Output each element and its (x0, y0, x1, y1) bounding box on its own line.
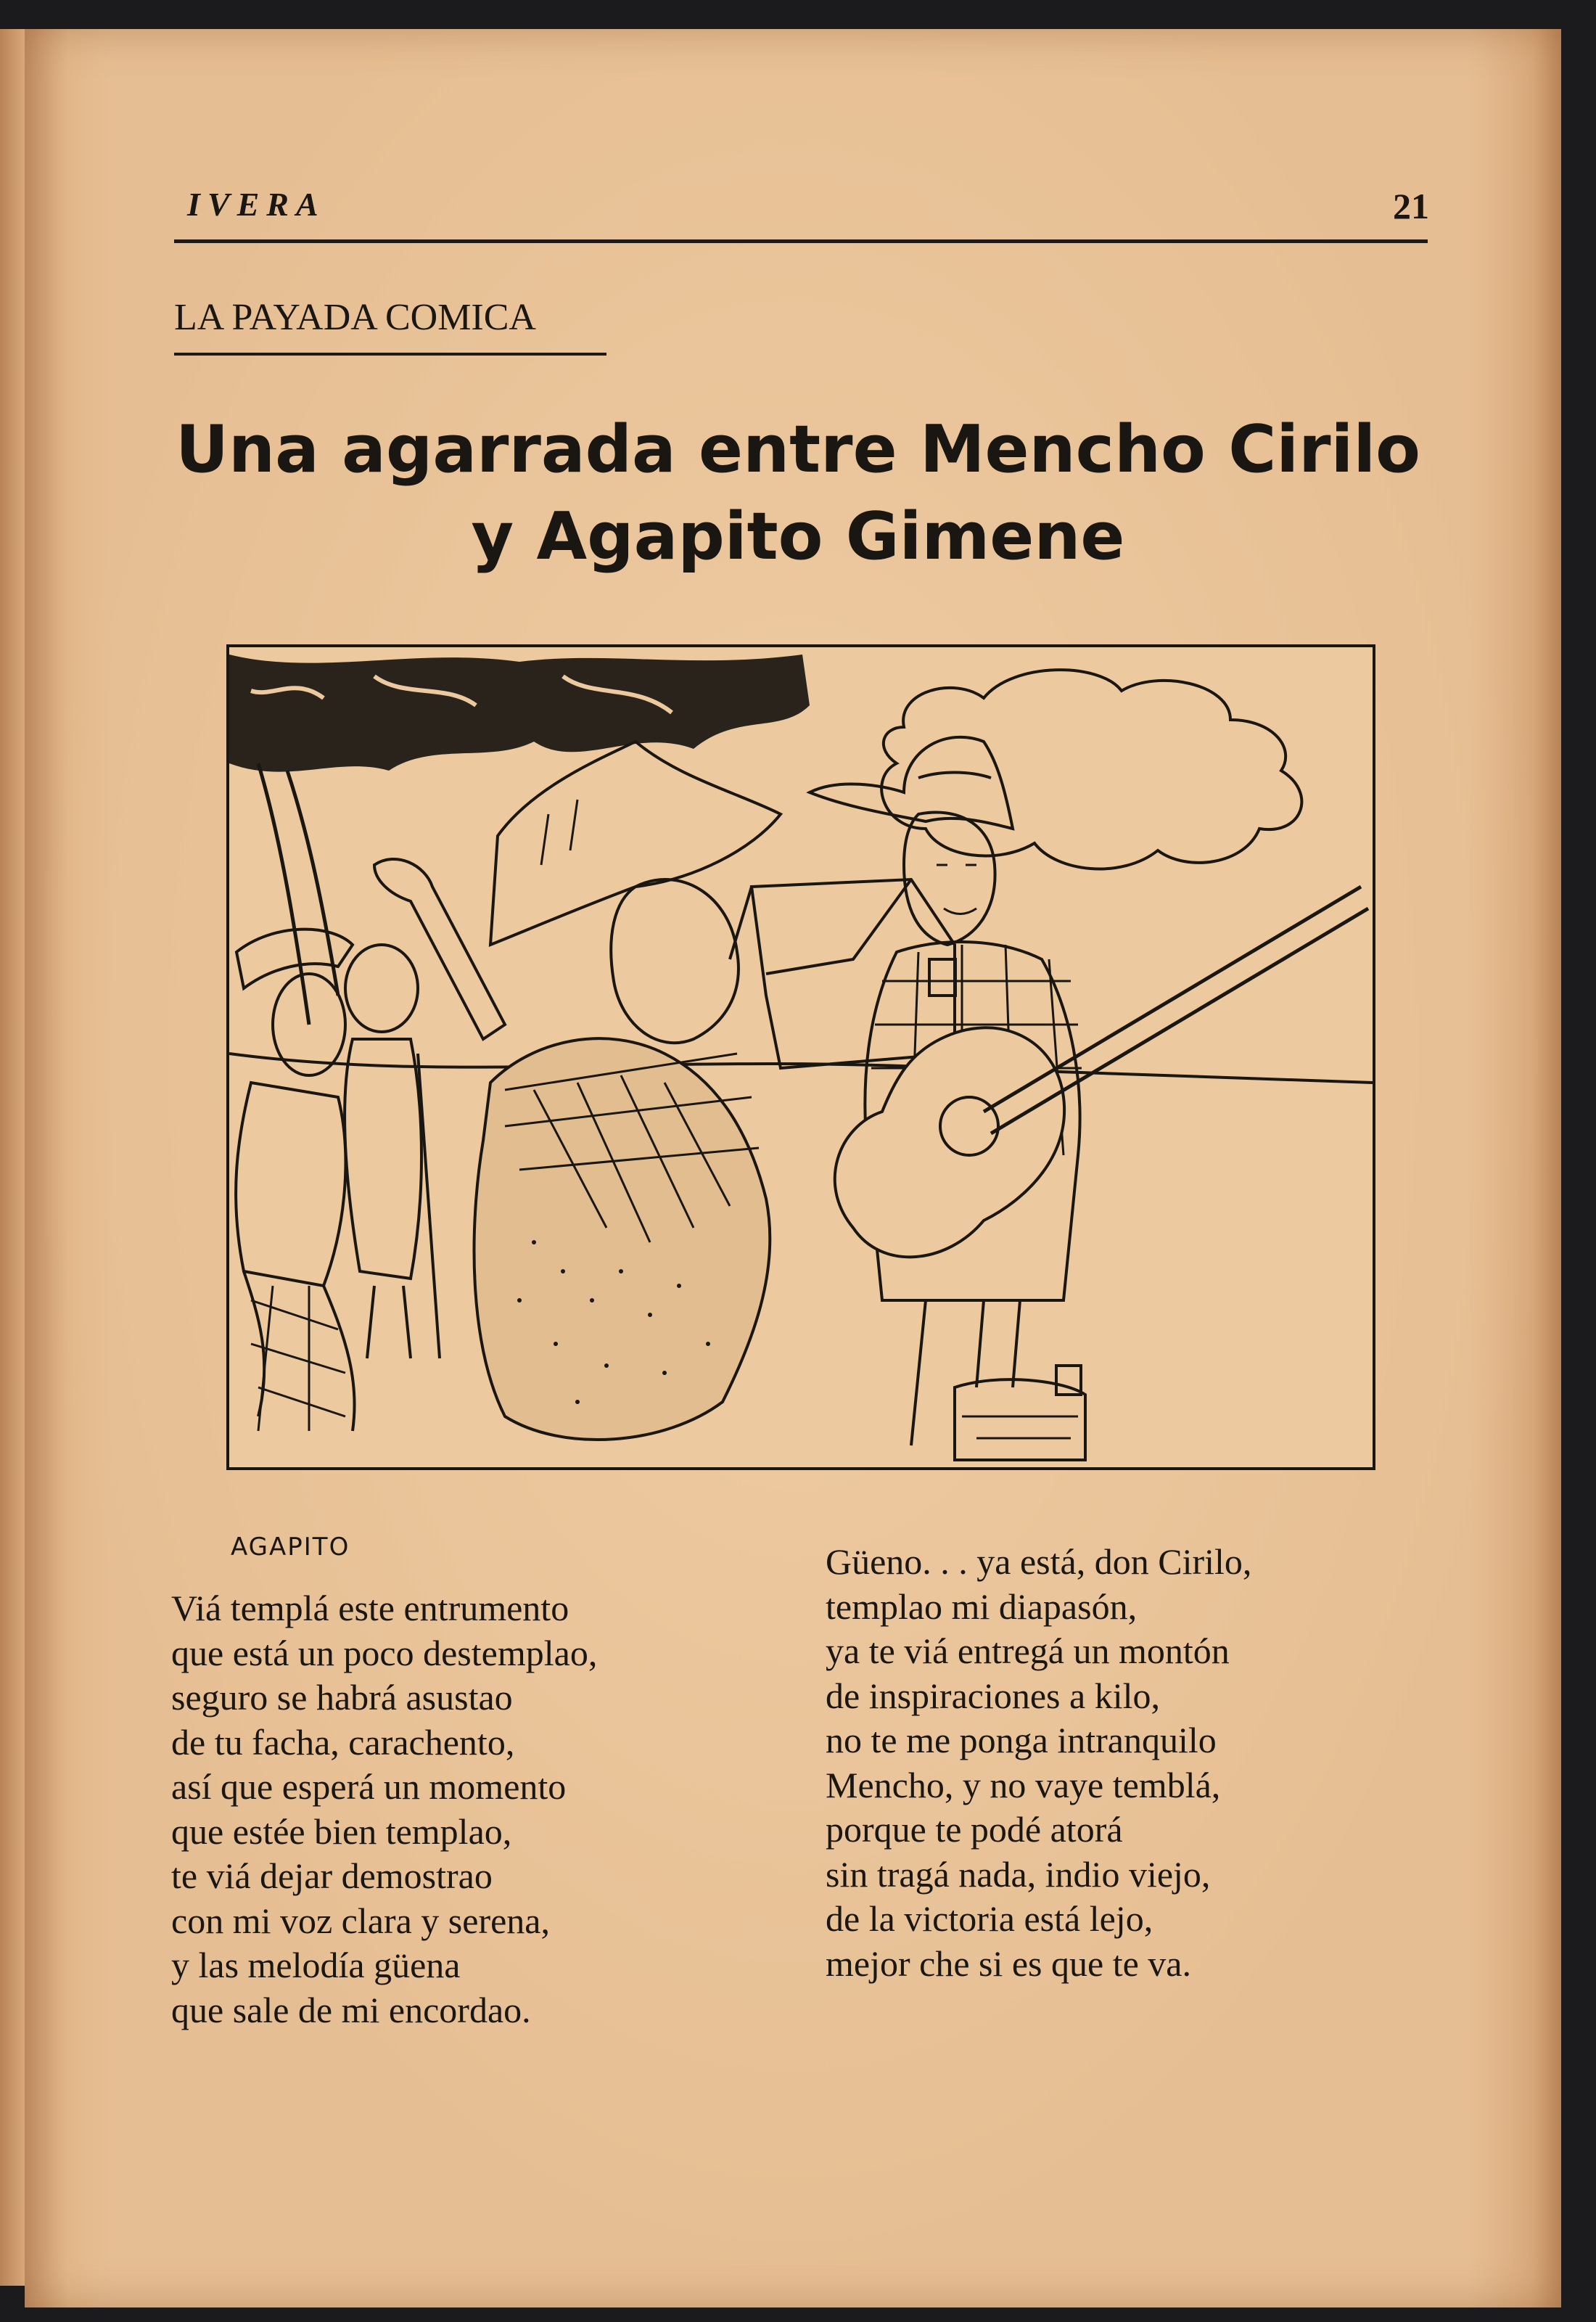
verse-line: ya te viá entregá un montón (826, 1630, 1230, 1671)
verse-line: Viá templá este entrumento (171, 1588, 569, 1628)
verse-line: de tu facha, carachento, (171, 1721, 515, 1763)
page-number: 21 (1393, 186, 1429, 226)
stanza-left (171, 1586, 597, 2032)
verse-line: porque te podé atorá (826, 1809, 1123, 1850)
verse-line: de la victoria está lejo, (826, 1898, 1153, 1939)
speaker-label: AGAPITO (231, 1533, 350, 1562)
verse-line: que estée bien templao, (171, 1810, 512, 1852)
verse-line: así que esperá un momento (171, 1766, 567, 1807)
title-line-1: Una agarrada entre Mencho Cirilo (175, 411, 1421, 488)
verse-line: que está un poco destemplao, (171, 1632, 598, 1673)
verse-line: no te me ponga intranquilo (826, 1720, 1217, 1760)
article-title (145, 406, 1451, 580)
verse-line: que sale de mi encordao. (171, 1989, 531, 2030)
running-title: IVERA (187, 186, 326, 223)
verse-line: Güeno. . . ya está, don Cirilo, (826, 1541, 1252, 1582)
verse-line: mejor che si es que te va. (826, 1942, 1191, 1984)
header-rule (174, 239, 1428, 243)
stanza-right (826, 1540, 1251, 1986)
verse-line: Mencho, y no vaye temblá, (826, 1764, 1221, 1805)
verse-line: templao mi diapasón, (826, 1585, 1138, 1627)
verse-line: seguro se habrá asustao (171, 1677, 513, 1718)
title-line-2: y Agapito Gimene (471, 499, 1125, 575)
section-rule (174, 353, 606, 356)
verse-line: te viá dejar demostrao (171, 1855, 493, 1896)
payada-illustration (226, 644, 1375, 1470)
verse-line: sin tragá nada, indio viejo, (826, 1853, 1211, 1895)
verse-line: con mi voz clara y serena, (171, 1900, 550, 1941)
verse-line: de inspiraciones a kilo, (826, 1675, 1160, 1716)
section-label: LA PAYADA COMICA (174, 297, 536, 338)
verse-line: y las melodía güena (171, 1945, 461, 1985)
